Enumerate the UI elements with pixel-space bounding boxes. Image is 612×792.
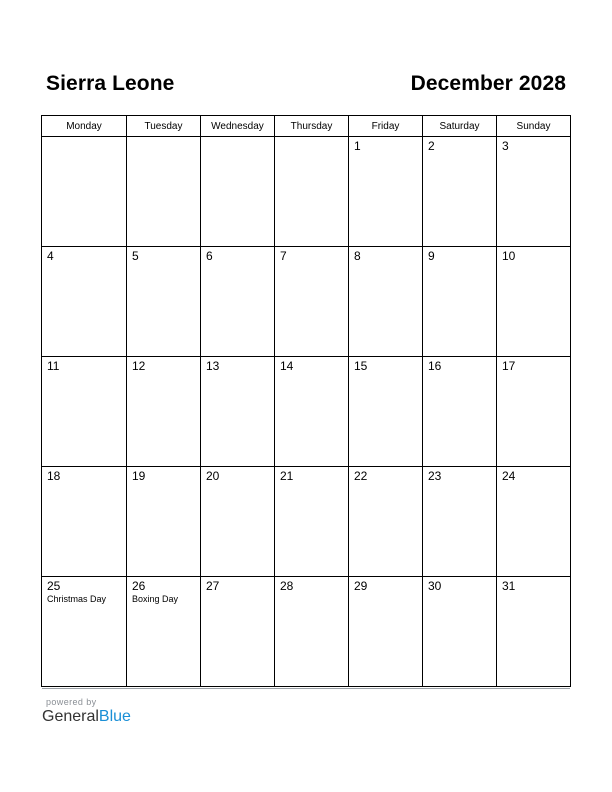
day-cell [497, 467, 571, 577]
day-number: 12 [132, 359, 146, 373]
day-cell [127, 577, 201, 687]
day-number [127, 137, 200, 140]
powered-by-text: powered by [46, 697, 97, 707]
day-cell [275, 247, 349, 357]
day-number: 6 [206, 249, 213, 263]
day-cell [201, 137, 275, 247]
day-cell [42, 577, 127, 687]
day-cell [423, 357, 497, 467]
week-row [42, 357, 571, 467]
weekday-header: Thursday [275, 116, 349, 137]
month-title: December 2028 [410, 72, 566, 95]
weekday-header: Sunday [497, 116, 571, 137]
day-number: 8 [354, 249, 361, 263]
day-cell [497, 137, 571, 247]
day-cell [201, 247, 275, 357]
generalblue-logo [42, 708, 131, 726]
day-cell [349, 137, 423, 247]
day-number: 27 [206, 579, 220, 593]
day-cell [42, 467, 127, 577]
day-number: 3 [502, 139, 509, 153]
day-number: 2 [428, 139, 435, 153]
calendar-grid [41, 115, 571, 687]
day-number: 4 [47, 249, 54, 263]
weekday-header: Monday [42, 116, 127, 137]
day-number: 26 [132, 579, 146, 593]
day-number [201, 137, 274, 140]
day-number: 20 [206, 469, 220, 483]
day-number [275, 137, 348, 140]
day-number: 24 [502, 469, 516, 483]
day-number: 14 [280, 359, 294, 373]
day-number: 28 [280, 579, 294, 593]
day-number: 9 [428, 249, 435, 263]
holiday-label: Christmas Day [47, 594, 107, 604]
day-cell [201, 577, 275, 687]
day-cell [423, 137, 497, 247]
day-cell [127, 137, 201, 247]
day-cell [42, 247, 127, 357]
day-cell [497, 357, 571, 467]
day-cell [127, 247, 201, 357]
day-number: 19 [132, 469, 146, 483]
weekday-header: Saturday [423, 116, 497, 137]
day-cell [423, 247, 497, 357]
day-number: 21 [280, 469, 294, 483]
day-number: 13 [206, 359, 220, 373]
day-number: 23 [428, 469, 442, 483]
day-cell [201, 467, 275, 577]
weekday-header: Friday [349, 116, 423, 137]
day-number: 5 [132, 249, 139, 263]
day-cell [275, 137, 349, 247]
weekday-header: Tuesday [127, 116, 201, 137]
day-number: 29 [354, 579, 368, 593]
day-number: 1 [354, 139, 361, 153]
day-cell [275, 577, 349, 687]
day-cell [497, 247, 571, 357]
day-number: 15 [354, 359, 368, 373]
day-cell [42, 357, 127, 467]
weekday-header: Wednesday [201, 116, 275, 137]
day-number: 16 [428, 359, 442, 373]
day-cell [275, 357, 349, 467]
day-cell [127, 357, 201, 467]
day-number [42, 137, 126, 140]
logo-general-text: General [42, 708, 99, 725]
day-number: 17 [502, 359, 516, 373]
day-cell [349, 247, 423, 357]
holiday-label: Boxing Day [132, 594, 179, 604]
day-cell [497, 577, 571, 687]
day-cell [127, 467, 201, 577]
day-number: 30 [428, 579, 442, 593]
day-number: 7 [280, 249, 287, 263]
day-cell [275, 467, 349, 577]
day-cell [423, 577, 497, 687]
footer-divider [42, 688, 570, 689]
weekday-header-row [42, 116, 571, 137]
day-cell [349, 467, 423, 577]
day-cell [349, 357, 423, 467]
day-cell [201, 357, 275, 467]
country-title: Sierra Leone [46, 72, 175, 95]
day-number: 31 [502, 579, 516, 593]
week-row [42, 247, 571, 357]
week-row [42, 467, 571, 577]
day-number: 22 [354, 469, 368, 483]
day-cell [42, 137, 127, 247]
week-row [42, 577, 571, 687]
logo-blue-text: Blue [98, 708, 131, 725]
day-number: 18 [47, 469, 61, 483]
day-number: 25 [47, 579, 61, 593]
day-number: 10 [502, 249, 516, 263]
day-cell [423, 467, 497, 577]
week-row [42, 137, 571, 247]
day-cell [349, 577, 423, 687]
day-number: 11 [47, 359, 60, 373]
